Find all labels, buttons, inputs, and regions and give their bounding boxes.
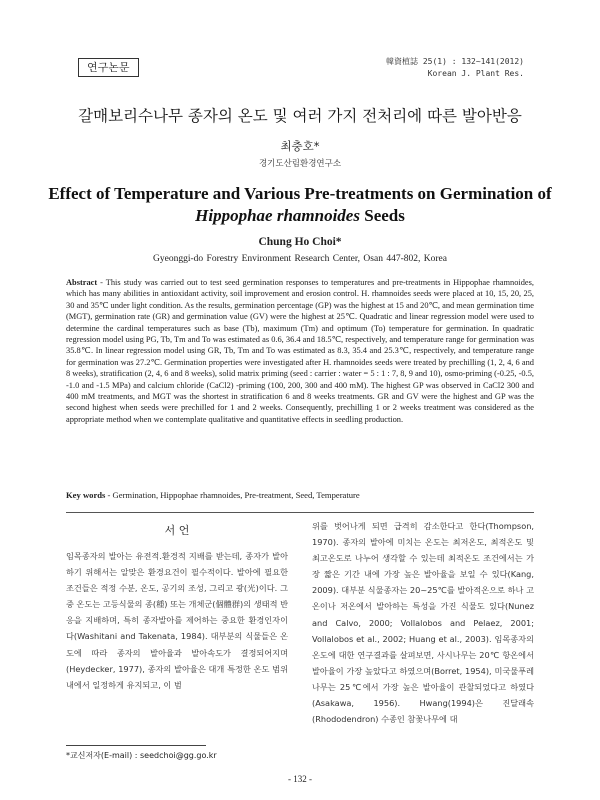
section-heading-introduction: 서 언 — [164, 524, 190, 537]
footnote-rule — [66, 745, 206, 746]
english-author: Chung Ho Choi* — [258, 236, 342, 248]
body-column-right: 위를 벗어나게 되면 급격히 감소한다고 한다(Thompson, 1970). 종자의 발아에 미치는 온도는 최저온도, 최적온도 및 최고온도로 나누어 생각할 수 있는데 최적온도 조건에서는 가장 짧은 기간 내에 가장 높은 발아율을 보일 수 있다(Kang, 2009). 대부분 식물종자는 20~25℃를 발아적온으로 하나 고온이나 저온에서 발아하는 특성을 가진 식물도 있다(Nunez and Calvo, 2000; Vollalobos and Pelaez, 2001; Vollalobos et al., 2002; Huang et al., 2003). 임목종자의 온도에 대한 연구결과를 살펴보면, 사시나무는 20℃ 항온에서 발아율이 가장 높았다고 하였으며(Borret, 1954), 미국물푸레나무는 25℃에서 가장 높은 발아율이 관찰되었다고 하였다(Asakawa, 1956). Hwang(1994)은 진달래속(Rhododendron) 수종인 참꽃나무에 대 — [312, 521, 534, 725]
corresponding-author-footnote: *교신저자(E-mail) : seedchoi@gg.go.kr — [66, 751, 217, 760]
keywords-text: - Germination, Hippophae rhamnoides, Pre-treatment, Seed, Temperature — [105, 490, 360, 500]
keywords-label: Key words — [66, 490, 106, 500]
korean-title: 갈매보리수나무 종자의 온도 및 여러 가지 전처리에 따른 발아반응 — [78, 107, 522, 125]
abstract-text: - This study was carried out to test seed germination responses to temperatures and pre-treatments in Hippophae rhamnoides, which has many abilities in antioxidant activity, soil improvement and erosion control. H. rhamnoides seeds were placed at 10, 15, 20, 25, 30 and 35℃ under light condition. As the results, germination percentage (GP) was the highest at 15 and 20℃, and mean germination time (MGT), germination rate (GR) and germination value (GV) were the highest at 25℃. Quadratic and linear regression model were used to determine the cardinal temperatures such as base (Tb), maximum (Tm) and optimum (To) temperature for germination. In quadratic regression model using PG, Tb, Tm and To was estimated as 0.6, 36.4 and 18.5℃, respectively, and temperature range for germination was 35.8℃. In linear regression model using GR, Tb, Tm and To was estimated as 8.3, 35.4 and 25.3℃, respectively, and temperature range for germination was 27.2℃. Germination properties were investigated after H. rhamnoides seeds were treated by prechilling (1, 2, 4, 6 and 8 weeks), stratification (2, 4, 6 and 8 weeks), solid matrix priming (seed : carrier : water = 5 : 1 : 7, 8, 9 and 10), osmo-priming (-0.25, -0.5, -1.0 and -1.5 MPa) and calcium chloride (CaCl2) -priming (100, 200, 300 and 400 mM). The highest GP was observed in CaCl2 300 and 400 mM treatments, and MGT was the shortest in stratification 6 and 8 weeks treatments. GR and GV were the highest and GP was the second highest when seeds were prechilled for 1 and 2 weeks. Consequently, prechilling 1 or 2 weeks treatment was considered as the appropriate method when we contemplate qualitative and quantitative effects in seedling production. — [66, 278, 534, 424]
body-column-left: 임목종자의 발아는 유전적․환경적 지배를 받는데, 종자가 발아하기 위해서는 알맞은 환경요건이 필수적이다. 발아에 필요한 조건들은 적정 수분, 온도, 공기의 조성, 그리고 광(光)이다. 그 중 온도는 고등식물의 종(種) 또는 개체군(個體群)의 생태적 반응을 지배하며, 특히 종자발아를 제어하는 중요한 환경인자이다(Washitani and Takenata, 1984). 대부분의 식물들은 온도에 따라 종자의 발아율과 발아속도가 결정되어지며(Heydecker, 1977), 종자의 발아율은 대개 특정한 온도 범위내에서 일정하게 유지되고, 이 범 — [66, 551, 288, 690]
section-divider — [66, 512, 534, 513]
abstract — [66, 277, 534, 425]
journal-reference — [386, 56, 524, 80]
english-title-tail: Seeds — [359, 206, 405, 225]
keywords — [66, 490, 534, 500]
journal-name: Korean J. Plant Res. — [427, 69, 524, 78]
journal-citation: 韓資植誌 25(1) : 132~141(2012) — [386, 57, 524, 66]
korean-affiliation: 경기도산림환경연구소 — [258, 159, 342, 169]
species-name: Hippophae rhamnoides — [195, 206, 360, 225]
english-affiliation: Gyeonggi-do Forestry Environment Research Center, Osan 447-802, Korea — [153, 254, 447, 264]
page-number: - 132 - — [288, 774, 312, 784]
english-title-line2 — [40, 205, 560, 227]
english-title-line1: Effect of Temperature and Various Pre-treatments on Germination of — [48, 184, 552, 203]
korean-author: 최충호* — [280, 139, 320, 153]
article-type-tag: 연구논문 — [78, 58, 139, 77]
english-title — [40, 183, 560, 227]
abstract-label: Abstract — [66, 278, 98, 287]
